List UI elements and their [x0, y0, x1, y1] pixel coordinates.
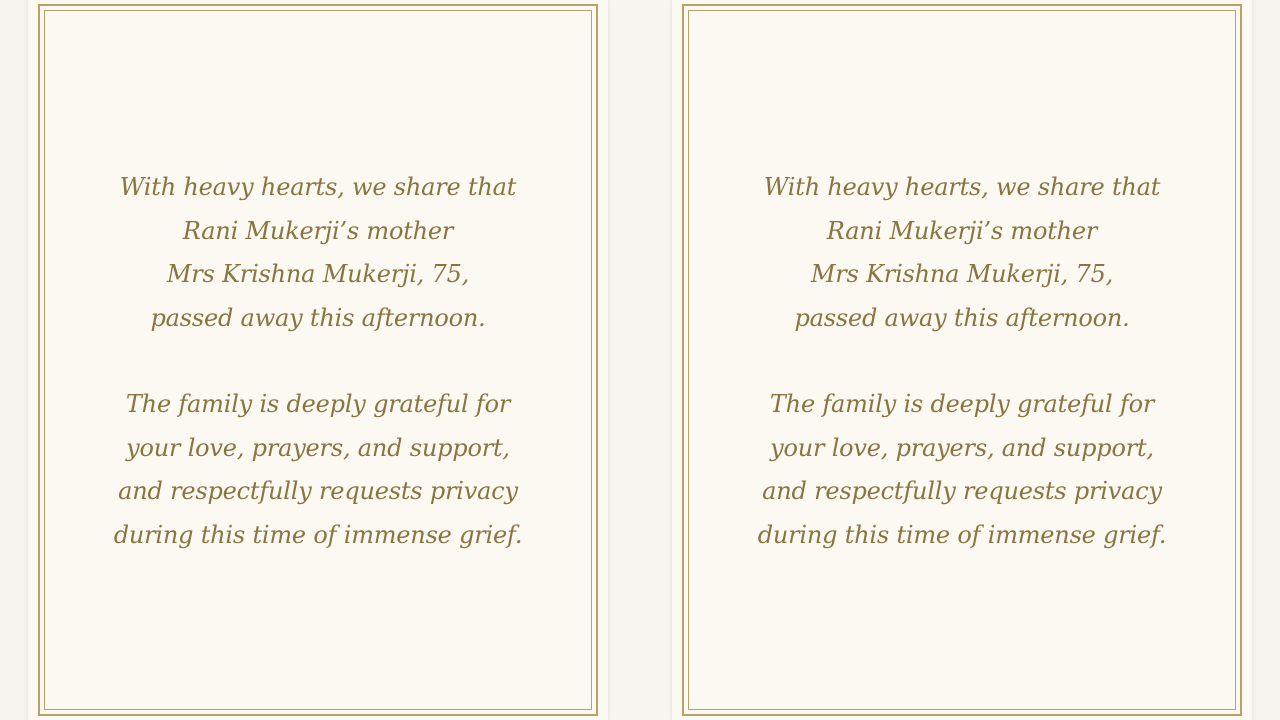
- message-line: your love, prayers, and support,: [770, 433, 1154, 462]
- center-divider: [608, 0, 672, 720]
- message-line: With heavy hearts, we share that: [763, 173, 1161, 201]
- message-line: during this time of immense grief.: [757, 520, 1167, 549]
- message-line: The family is deeply grateful for: [125, 390, 511, 418]
- message-line: during this time of immense grief.: [113, 520, 523, 549]
- message-line: and respectfully requests privacy: [118, 477, 518, 505]
- message-line: Mrs Krishna Mukerji, 75,: [810, 260, 1114, 288]
- condolence-card-right: [672, 0, 1252, 720]
- condolence-card-left: [28, 0, 608, 720]
- condolence-message: [28, 166, 608, 557]
- message-line: The family is deeply grateful for: [769, 390, 1155, 418]
- announcement-paragraph: [672, 166, 1252, 340]
- gratitude-paragraph: [28, 383, 608, 557]
- message-line: Mrs Krishna Mukerji, 75,: [166, 260, 470, 288]
- message-line: your love, prayers, and support,: [126, 433, 510, 462]
- message-line: With heavy hearts, we share that: [119, 173, 517, 201]
- message-line: passed away this afternoon.: [150, 303, 486, 332]
- message-line: Rani Mukerji’s mother: [826, 216, 1098, 245]
- announcement-paragraph: [28, 166, 608, 340]
- message-line: and respectfully requests privacy: [762, 477, 1162, 505]
- message-line: Rani Mukerji’s mother: [182, 216, 454, 245]
- condolence-message: [672, 166, 1252, 557]
- gratitude-paragraph: [672, 383, 1252, 557]
- message-line: passed away this afternoon.: [794, 303, 1130, 332]
